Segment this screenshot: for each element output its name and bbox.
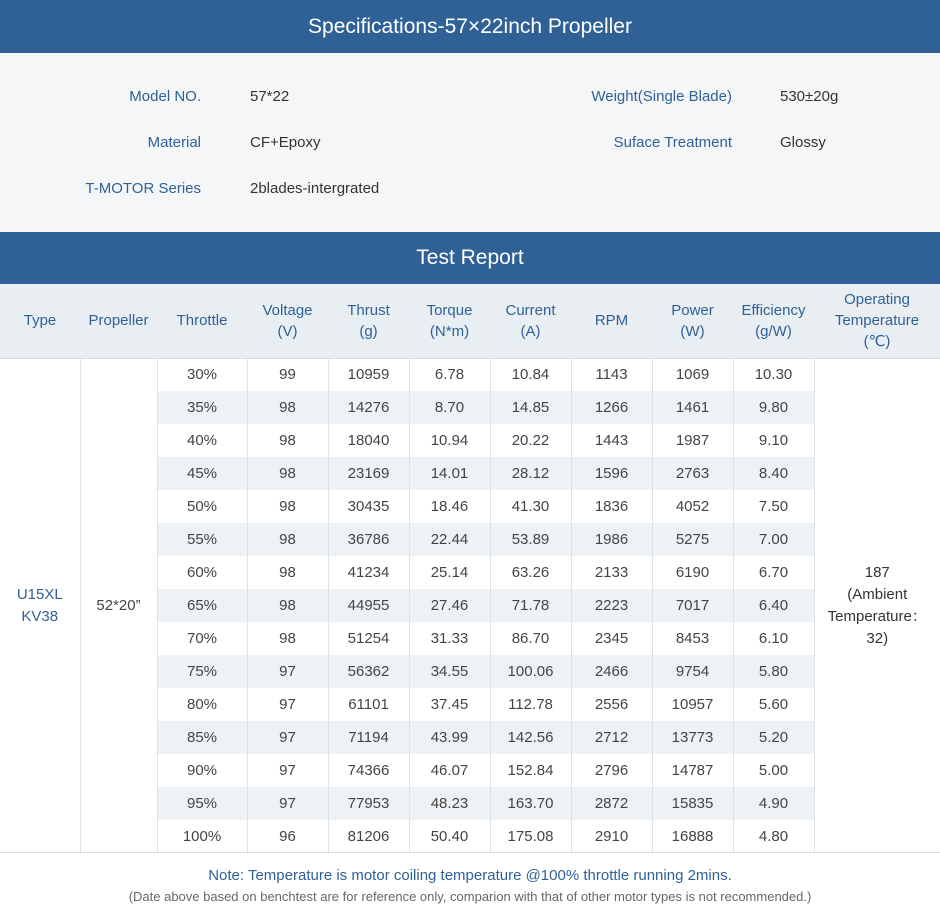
torque-cell: 34.55 [409, 655, 490, 688]
rpm-cell: 2223 [571, 589, 652, 622]
throttle-cell: 65% [157, 589, 247, 622]
rpm-cell: 2466 [571, 655, 652, 688]
rpm-cell: 1443 [571, 424, 652, 457]
throttle-cell: 55% [157, 523, 247, 556]
efficiency-cell: 4.90 [733, 787, 814, 820]
throttle-cell: 100% [157, 820, 247, 853]
propeller-cell: 52*20” [80, 358, 157, 853]
rpm-cell: 2872 [571, 787, 652, 820]
torque-cell: 48.23 [409, 787, 490, 820]
power-cell: 9754 [652, 655, 733, 688]
efficiency-cell: 5.00 [733, 754, 814, 787]
power-cell: 10957 [652, 688, 733, 721]
type-line: U15XL [16, 585, 63, 603]
torque-cell: 8.70 [409, 391, 490, 424]
header-power-line: Power [671, 301, 714, 319]
voltage-cell: 98 [247, 589, 328, 622]
thrust-cell: 61101 [328, 688, 409, 721]
torque-cell: 27.46 [409, 589, 490, 622]
efficiency-cell: 8.40 [733, 457, 814, 490]
efficiency-cell: 5.20 [733, 721, 814, 754]
current-cell: 142.56 [490, 721, 571, 754]
power-cell: 2763 [652, 457, 733, 490]
thrust-cell: 77953 [328, 787, 409, 820]
throttle-cell: 70% [157, 622, 247, 655]
rpm-cell: 2345 [571, 622, 652, 655]
header-voltage-line: (V) [277, 322, 298, 340]
efficiency-cell: 7.50 [733, 490, 814, 523]
throttle-cell: 30% [157, 358, 247, 391]
throttle-cell: 95% [157, 787, 247, 820]
table-body [0, 358, 940, 853]
material-label: Material [147, 134, 201, 151]
thrust-cell: 23169 [328, 457, 409, 490]
header-thrust [328, 284, 409, 358]
series-value: 2blades-intergrated [250, 180, 380, 197]
current-cell: 152.84 [490, 754, 571, 787]
throttle-cell: 75% [157, 655, 247, 688]
power-cell: 7017 [652, 589, 733, 622]
voltage-cell: 97 [247, 721, 328, 754]
surface-value: Glossy [780, 134, 826, 151]
spec-title: Specifications-57×22inch Propeller [308, 14, 632, 38]
header-torque [409, 284, 490, 358]
header-thrust-line: Thrust [347, 301, 390, 319]
efficiency-cell: 5.80 [733, 655, 814, 688]
thrust-cell: 18040 [328, 424, 409, 457]
rpm-cell: 2556 [571, 688, 652, 721]
header-current-line: (A) [520, 322, 541, 340]
current-cell: 175.08 [490, 820, 571, 853]
current-cell: 112.78 [490, 688, 571, 721]
voltage-cell: 98 [247, 556, 328, 589]
power-cell: 1069 [652, 358, 733, 391]
power-cell: 13773 [652, 721, 733, 754]
rpm-cell: 1266 [571, 391, 652, 424]
rpm-cell: 2712 [571, 721, 652, 754]
spec-panel [0, 53, 940, 232]
voltage-cell: 99 [247, 358, 328, 391]
current-cell: 71.78 [490, 589, 571, 622]
header-efficiency [733, 284, 814, 358]
header-propeller [80, 284, 157, 358]
spec-title-banner [0, 0, 940, 53]
efficiency-cell: 9.80 [733, 391, 814, 424]
note-main: Note: Temperature is motor coiling temperature @100% throttle running 2mins. [208, 867, 732, 884]
material-value: CF+Epoxy [250, 134, 321, 151]
current-cell: 100.06 [490, 655, 571, 688]
table-header-row [0, 284, 940, 358]
thrust-cell: 44955 [328, 589, 409, 622]
efficiency-cell: 5.60 [733, 688, 814, 721]
throttle-cell: 40% [157, 424, 247, 457]
current-cell: 20.22 [490, 424, 571, 457]
header-torque-line: Torque [426, 301, 473, 319]
efficiency-cell: 7.00 [733, 523, 814, 556]
torque-cell: 22.44 [409, 523, 490, 556]
test-report-title: Test Report [416, 246, 524, 269]
rpm-cell: 1143 [571, 358, 652, 391]
header-current-line: Current [505, 301, 556, 319]
efficiency-cell: 6.10 [733, 622, 814, 655]
voltage-cell: 98 [247, 622, 328, 655]
temperature-cell [814, 358, 940, 853]
current-cell: 86.70 [490, 622, 571, 655]
header-voltage [247, 284, 328, 358]
header-temperature-line: Temperature [834, 312, 920, 330]
thrust-cell: 36786 [328, 523, 409, 556]
power-cell: 4052 [652, 490, 733, 523]
torque-cell: 14.01 [409, 457, 490, 490]
power-cell: 8453 [652, 622, 733, 655]
header-temperature-line: (℃) [863, 333, 891, 351]
voltage-cell: 98 [247, 523, 328, 556]
temperature-line: 187 [864, 563, 890, 581]
throttle-cell: 35% [157, 391, 247, 424]
power-cell: 15835 [652, 787, 733, 820]
header-rpm [571, 284, 652, 358]
header-voltage-line: Voltage [262, 301, 313, 319]
rpm-cell: 2133 [571, 556, 652, 589]
voltage-cell: 97 [247, 688, 328, 721]
current-cell: 14.85 [490, 391, 571, 424]
power-cell: 14787 [652, 754, 733, 787]
note-sub: (Date above based on benchtest are for reference only, comparion with that of other motor types is not recommended.) [128, 889, 812, 904]
voltage-cell: 98 [247, 457, 328, 490]
type-line: KV38 [21, 607, 59, 625]
power-cell: 16888 [652, 820, 733, 853]
power-cell: 5275 [652, 523, 733, 556]
torque-cell: 10.94 [409, 424, 490, 457]
thrust-cell: 10959 [328, 358, 409, 391]
voltage-cell: 97 [247, 787, 328, 820]
power-cell: 1987 [652, 424, 733, 457]
rpm-cell: 2910 [571, 820, 652, 853]
throttle-cell: 45% [157, 457, 247, 490]
voltage-cell: 98 [247, 391, 328, 424]
throttle-cell: 80% [157, 688, 247, 721]
rpm-cell: 1836 [571, 490, 652, 523]
power-cell: 1461 [652, 391, 733, 424]
weight-label: Weight(Single Blade) [591, 88, 732, 105]
model-label: Model NO. [129, 88, 201, 105]
voltage-cell: 97 [247, 754, 328, 787]
voltage-cell: 98 [247, 424, 328, 457]
header-efficiency-line: (g/W) [755, 322, 792, 340]
torque-cell: 6.78 [409, 358, 490, 391]
type-cell [0, 358, 80, 853]
header-efficiency-line: Efficiency [741, 301, 806, 319]
voltage-cell: 96 [247, 820, 328, 853]
test-report-table [0, 284, 940, 853]
thrust-cell: 51254 [328, 622, 409, 655]
current-cell: 53.89 [490, 523, 571, 556]
thrust-cell: 74366 [328, 754, 409, 787]
current-cell: 41.30 [490, 490, 571, 523]
header-rpm-line: RPM [594, 312, 629, 330]
torque-cell: 18.46 [409, 490, 490, 523]
temperature-line: Temperature： [827, 607, 927, 625]
test-report-banner [0, 232, 940, 284]
header-temperature [814, 284, 940, 358]
header-torque-line: (N*m) [429, 322, 470, 340]
notes-section [0, 852, 940, 919]
weight-value: 530±20g [780, 88, 839, 105]
current-cell: 63.26 [490, 556, 571, 589]
efficiency-cell: 6.70 [733, 556, 814, 589]
torque-cell: 43.99 [409, 721, 490, 754]
thrust-cell: 30435 [328, 490, 409, 523]
rpm-cell: 2796 [571, 754, 652, 787]
current-cell: 10.84 [490, 358, 571, 391]
rpm-cell: 1596 [571, 457, 652, 490]
table-row [0, 358, 940, 391]
power-cell: 6190 [652, 556, 733, 589]
header-type-line: Type [23, 312, 57, 330]
current-cell: 163.70 [490, 787, 571, 820]
thrust-cell: 41234 [328, 556, 409, 589]
thrust-cell: 14276 [328, 391, 409, 424]
efficiency-cell: 6.40 [733, 589, 814, 622]
header-propeller-line: Propeller [88, 312, 149, 330]
efficiency-cell: 4.80 [733, 820, 814, 853]
throttle-cell: 85% [157, 721, 247, 754]
torque-cell: 50.40 [409, 820, 490, 853]
rpm-cell: 1986 [571, 523, 652, 556]
header-thrust-line: (g) [359, 322, 378, 340]
torque-cell: 31.33 [409, 622, 490, 655]
header-throttle-line: Throttle [176, 312, 228, 330]
temperature-line: (Ambient [847, 585, 908, 603]
throttle-cell: 90% [157, 754, 247, 787]
torque-cell: 25.14 [409, 556, 490, 589]
header-temperature-line: Operating [844, 291, 910, 309]
thrust-cell: 81206 [328, 820, 409, 853]
current-cell: 28.12 [490, 457, 571, 490]
header-power-line: (W) [680, 322, 705, 340]
header-power [652, 284, 733, 358]
header-throttle [157, 284, 247, 358]
efficiency-cell: 9.10 [733, 424, 814, 457]
header-type [0, 284, 80, 358]
model-value: 57*22 [250, 88, 290, 105]
efficiency-cell: 10.30 [733, 358, 814, 391]
torque-cell: 37.45 [409, 688, 490, 721]
torque-cell: 46.07 [409, 754, 490, 787]
series-label: T-MOTOR Series [85, 180, 201, 197]
surface-label: Suface Treatment [613, 134, 732, 151]
header-current [490, 284, 571, 358]
temperature-line: 32) [866, 629, 889, 647]
throttle-cell: 60% [157, 556, 247, 589]
voltage-cell: 97 [247, 655, 328, 688]
thrust-cell: 71194 [328, 721, 409, 754]
throttle-cell: 50% [157, 490, 247, 523]
voltage-cell: 98 [247, 490, 328, 523]
thrust-cell: 56362 [328, 655, 409, 688]
